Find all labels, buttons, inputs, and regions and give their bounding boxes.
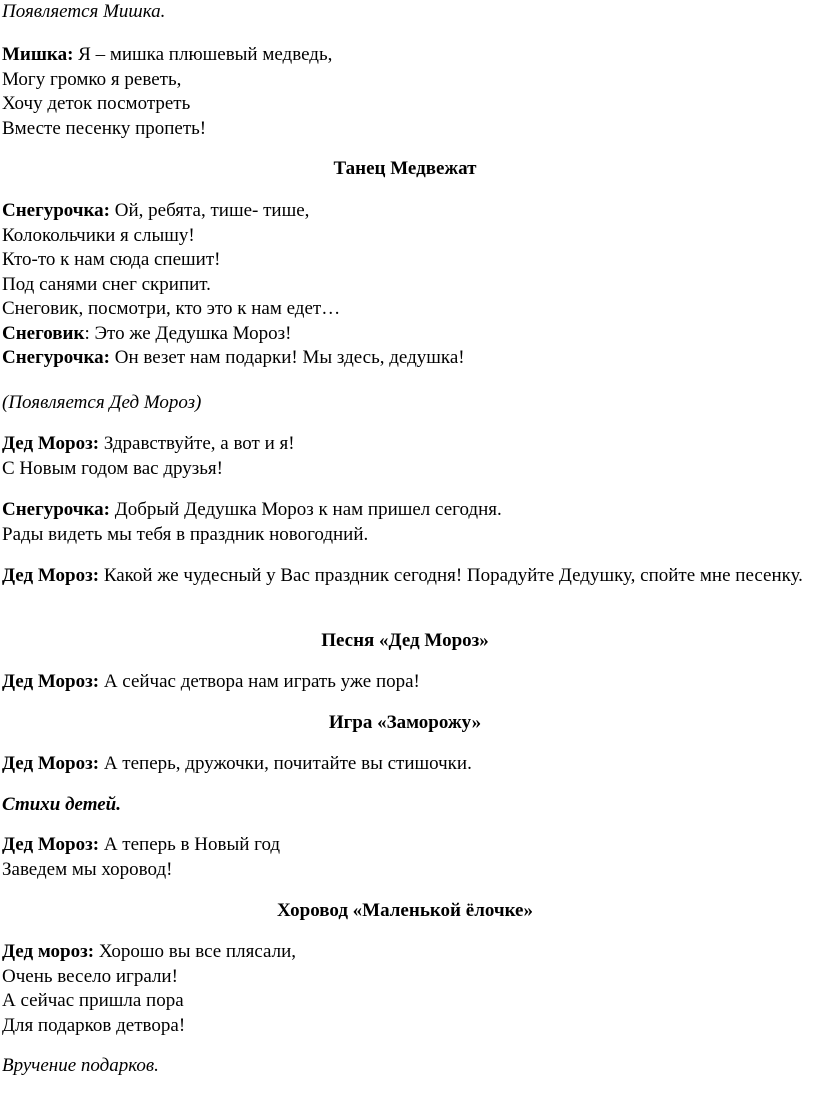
dialogue-line [2,498,808,523]
speaker-name: Снегурочка: [2,200,111,221]
stage-direction-text: (Появляется Дед Мороз) [2,392,202,413]
speaker-name: Дед Мороз: [2,565,100,586]
dialogue-block-snegurochka [2,199,808,371]
dialogue-block-snegurochka-welcome [2,498,808,547]
stage-direction-text: Появляется Мишка. [2,1,166,22]
dialogue-line [2,752,808,777]
dialogue-block-ded-moroz-song-request [2,564,808,589]
line-text: Он везет нам подарки! Мы здесь, дедушка! [110,347,465,368]
dialogue-line [2,346,808,371]
speaker-name: Снегурочка: [2,499,111,520]
section-title-text: Танец Медвежат [333,158,477,179]
line-text: Ой, ребята, тише- тише, [110,200,310,221]
dialogue-block-ded-moroz-closing [2,940,808,1038]
dialogue-line: Колокольчики я слышу! [2,224,195,246]
dialogue-block-mishka [2,43,808,141]
line-text: Хорошо вы все плясали, [94,941,296,962]
dialogue-line: Могу громко я реветь, [2,68,182,90]
line-text: Добрый Дедушка Мороз к нам пришел сегодня. [110,499,502,520]
dialogue-line: Очень весело играли! [2,965,178,987]
dialogue-line [2,43,808,68]
speaker-name: Снеговик [2,322,85,344]
dialogue-line: Заведем мы хоровод! [2,858,173,880]
speaker-name: Снегурочка: [2,347,111,368]
dialogue-line: А сейчас пришла пора [2,990,184,1011]
line-text: А теперь, дружочки, почитайте вы стишочки. [99,753,472,774]
dialogue-block-ded-moroz-greeting [2,432,808,481]
section-title-text: Хоровод «Маленькой ёлочке» [277,900,533,921]
line-text: А теперь в Новый год [99,834,281,855]
stage-direction-ded-moroz-appears [2,391,808,416]
section-title-song [2,629,808,654]
section-title-game [2,711,808,736]
dialogue-line: С Новым годом вас друзья! [2,457,223,479]
line-text: Здравствуйте, а вот и я! [99,433,295,454]
dialogue-block-ded-moroz-play [2,670,808,695]
dialogue-line [2,564,808,589]
dialogue-line [2,940,808,965]
dialogue-line: Для подарков детвора! [2,1014,186,1036]
section-title-text: Игра «Заморожу» [328,712,482,733]
stage-direction-children-poems [2,793,808,818]
dialogue-block-ded-moroz-khorovod [2,833,808,882]
speaker-name: Дед Мороз: [2,753,100,774]
section-title-text: Песня «Дед Мороз» [321,630,489,651]
speaker-name: Дед Мороз: [2,433,100,454]
dialogue-line: Кто-то к нам сюда спешит! [2,249,221,270]
dialogue-line: Рады видеть мы тебя в праздник новогодний. [2,523,369,545]
speaker-name: Мишка: [2,44,74,65]
speaker-name: Дед мороз: [2,941,95,962]
dialogue-line [2,833,808,858]
line-text: : Это же Дедушка Мороз! [84,322,292,344]
dialogue-line [2,432,808,457]
speaker-name: Дед Мороз: [2,834,100,855]
dialogue-line: Вместе песенку пропеть! [2,117,207,139]
dialogue-line: Хочу деток посмотреть [2,93,191,114]
dialogue-line [2,322,808,347]
line-text: Я – мишка плюшевый медведь, [73,44,333,65]
dialogue-block-ded-moroz-poems [2,752,808,777]
dialogue-line: Под санями снег скрипит. [2,273,211,295]
stage-direction-text: Вручение подарков. [2,1055,159,1076]
stage-direction-text: Стихи детей. [2,794,121,815]
section-title-khorovod [2,899,808,924]
dialogue-line: Снеговик, посмотри, кто это к нам едет… [2,298,341,319]
stage-direction-gifts [2,1054,808,1079]
line-text: А сейчас детвора нам играть уже пора! [99,671,420,692]
section-title-bear-dance [2,157,808,182]
dialogue-line [2,670,808,695]
dialogue-line [2,199,808,224]
speaker-name: Дед Мороз: [2,671,100,692]
line-text: Какой же чудесный у Вас праздник сегодня! Порадуйте Дедушку, спойте мне песенку. [99,565,803,586]
stage-direction-mishka-appears [2,0,808,25]
